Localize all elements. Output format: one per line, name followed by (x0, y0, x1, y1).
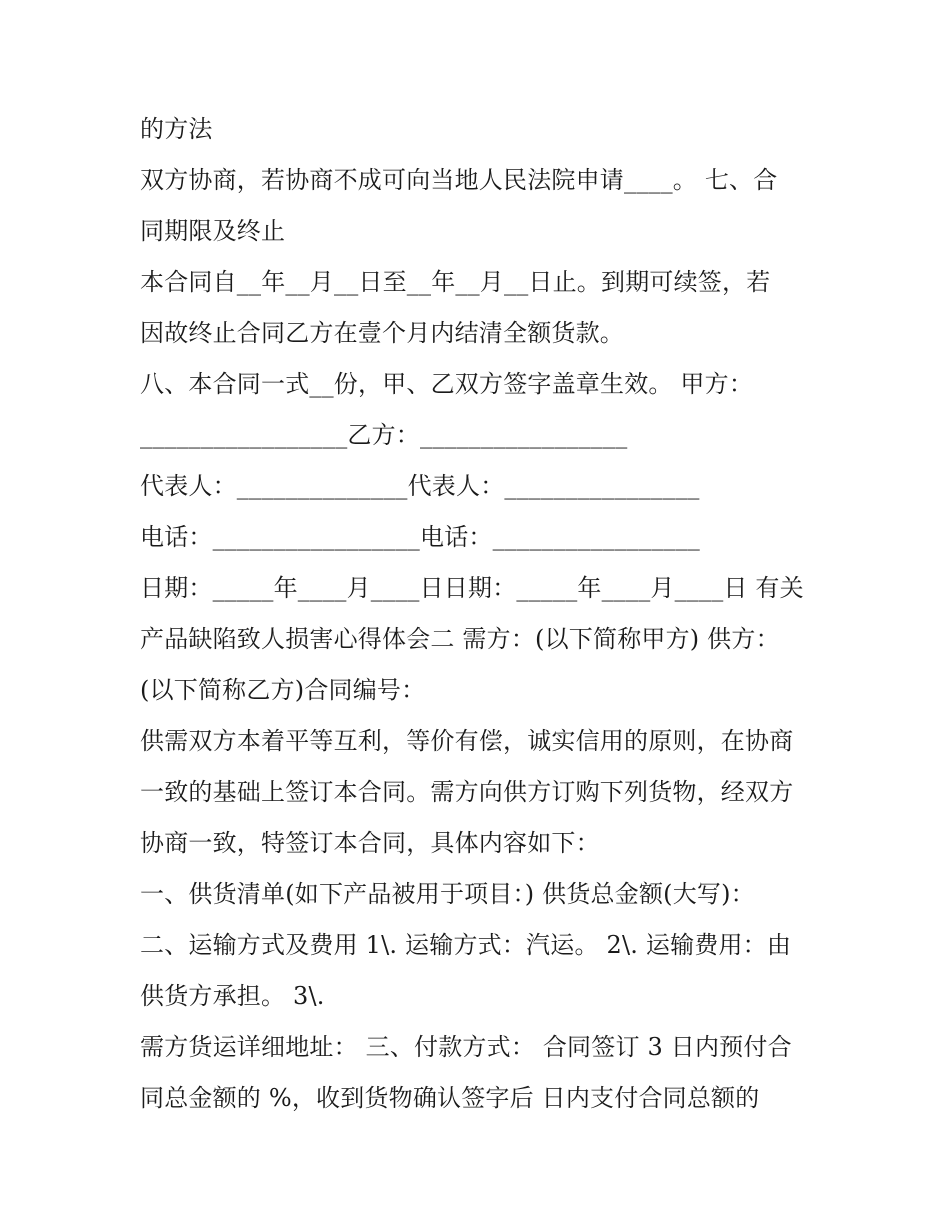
text-line: 二、运输方式及费用 1\. 运输方式：汽运。 2\. 运输费用：由 (140, 931, 792, 959)
text-line: 一、供货清单(如下产品被用于项目：) 供货总金额(大写)： (140, 880, 755, 908)
signature-line-party: _________________乙方：_________________ (140, 421, 628, 449)
signature-line-date: 日期：_____年____月____日日期：_____年____月____日 有关 (140, 574, 804, 602)
text-line: 双方协商，若协商不成可向当地人民法院申请____。 七、合 (140, 166, 778, 194)
text-line: 八、本合同一式__份，甲、乙双方签字盖章生效。 甲方： (140, 370, 754, 398)
signature-line-phone: 电话：_________________电话：_________________ (140, 523, 700, 551)
signature-line-representative: 代表人：______________代表人：________________ (140, 472, 700, 500)
text-line: (以下简称乙方)合同编号： (140, 676, 426, 704)
text-line: 一致的基础上签订本合同。需方向供方订购下列货物，经双方 (140, 778, 794, 806)
text-line: 供货方承担。 3\. (140, 982, 325, 1010)
text-line: 需方货运详细地址： 三、付款方式： 合同签订 3 日内预付合 (140, 1033, 792, 1061)
text-line: 的方法 (140, 115, 213, 143)
text-line: 协商一致，特签订本合同，具体内容如下： (140, 829, 600, 857)
document-body (140, 110, 840, 1130)
text-line: 同期限及终止 (140, 217, 286, 245)
text-line: 因故终止合同乙方在壹个月内结清全额货款。 (140, 319, 624, 347)
text-line: 供需双方本着平等互利，等价有偿，诚实信用的原则，在协商 (140, 727, 794, 755)
text-line: 产品缺陷致人损害心得体会二 需方：(以下简称甲方) 供方： (140, 625, 780, 653)
text-line: 同总金额的 %，收到货物确认签字后 日内支付合同总额的 (140, 1084, 760, 1112)
text-line: 本合同自__年__月__日至__年__月__日止。到期可续签，若 (140, 268, 771, 296)
